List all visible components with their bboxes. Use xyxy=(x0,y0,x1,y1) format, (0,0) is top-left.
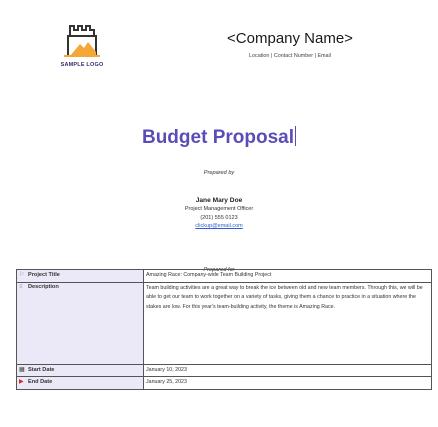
company-header xyxy=(190,30,390,59)
author-block xyxy=(0,196,438,231)
company-name: <Company Name> xyxy=(227,30,353,47)
castle-logo-icon xyxy=(62,22,102,60)
calendar-icon: ▦ xyxy=(19,366,25,373)
text-cursor xyxy=(295,126,296,146)
prepared-for-label: Prepared for xyxy=(203,267,235,273)
flag-icon: ⚐ xyxy=(19,272,25,278)
document-title-text: Budget Proposal xyxy=(141,127,294,148)
table-row xyxy=(17,377,432,390)
table-label-cell: ▦ Start Date xyxy=(17,364,144,377)
author-phone: (201) 555 0123 xyxy=(200,214,238,221)
table-row xyxy=(17,282,432,364)
arrow-right-icon: ▶ xyxy=(19,379,24,386)
author-email-link[interactable]: clickup@email.com xyxy=(195,223,243,229)
document-title[interactable] xyxy=(0,126,438,149)
author-name: Jane Mary Doe xyxy=(195,197,243,204)
start-date-value[interactable]: January 10, 2023 xyxy=(144,364,432,377)
prepared-by-label: Prepared by xyxy=(203,170,235,176)
lines-icon: ≡ xyxy=(19,283,23,290)
project-title-value[interactable]: Amazing Race: Company-wide Team Building Project xyxy=(144,270,432,283)
logo xyxy=(46,22,118,72)
end-date-value[interactable]: January 25, 2023 xyxy=(144,377,432,390)
company-contact: Location | Contact Number | Email xyxy=(249,53,331,59)
project-info-table xyxy=(16,269,432,390)
table-label-cell: ⚐ Project Title xyxy=(17,270,144,283)
table-label-cell: ▶ End Date xyxy=(17,377,144,390)
logo-label: SAMPLE LOGO xyxy=(60,62,104,68)
table-row xyxy=(17,364,432,377)
table-row xyxy=(17,270,432,283)
table-label-cell: ≡ Description xyxy=(17,282,144,364)
description-value[interactable]: Team building activities are a great way to break the ice between old and new team members. Through this, we will be able to get our team to work together on a variety of tasks, giving them a chance to practice in a situation where the stakes are low. For this year's team-building activity, the theme is Amazing Race. xyxy=(144,282,432,364)
author-role: Project Management Officer xyxy=(184,206,254,212)
